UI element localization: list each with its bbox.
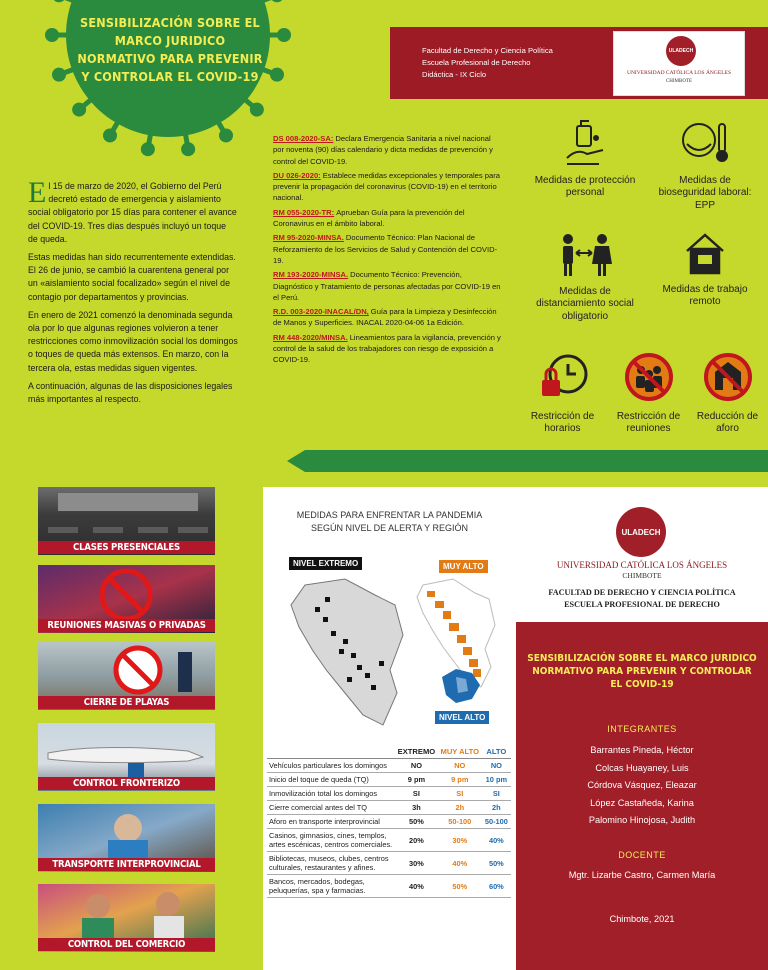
measure-remote-work — [650, 231, 760, 309]
value-extremo: 9 pm — [395, 773, 438, 787]
intro-paragraph-4: A continuación, algunas de las disposiciones legales más importantes al respecto. — [28, 380, 233, 405]
value-alto: NO — [482, 759, 511, 773]
photo-gatherings — [38, 565, 215, 633]
value-muy-alto: 40% — [438, 852, 482, 875]
value-muy-alto: 2h — [438, 801, 482, 815]
measure-personal-protection — [530, 118, 640, 200]
no-store-icon — [703, 352, 753, 402]
faculty-block — [516, 587, 768, 611]
intro-text — [28, 176, 238, 411]
virus-spike-head — [270, 0, 284, 2]
peru-map-alto — [438, 667, 483, 705]
law-item — [273, 269, 503, 303]
header-blank — [267, 745, 395, 759]
measure-label: Reducción de aforo — [696, 410, 759, 434]
virus-spike-head — [45, 28, 59, 42]
value-alto: 2h — [482, 801, 511, 815]
law-code: RM 055-2020-TR: — [273, 207, 335, 217]
panel-title — [263, 509, 516, 535]
virus-spike-head — [277, 28, 291, 42]
cover-title: SENSIBILIZACIÓN SOBRE EL MARCO JURIDICO NORMATIVO PARA PREVENIR Y CONTROLAR EL COVID-19 — [527, 653, 757, 690]
value-extremo: 30% — [395, 852, 438, 875]
measure-label: Medidas de protección personal — [534, 174, 636, 198]
table-row — [267, 773, 511, 787]
restriction-meetings — [611, 352, 686, 436]
docente-label: DOCENTE — [618, 850, 666, 860]
measure-cell: Vehículos particulares los domingos — [267, 759, 395, 773]
clock-lock-icon — [538, 352, 588, 402]
law-text: Documento Técnico: Prevención, Diagnóstico y Tratamiento de personas afectadas por COVID-19 en el Perú. — [273, 270, 501, 302]
panel-title-line2: SEGÚN NIVEL DE ALERTA Y REGIÓN — [310, 523, 469, 533]
table-row — [267, 815, 511, 829]
table-row — [267, 829, 511, 852]
value-alto: 50% — [482, 852, 511, 875]
measure-label: Medidas de trabajo remoto — [662, 283, 748, 307]
law-code: DS 008-2020-SA: — [273, 134, 334, 143]
hand-sanitizer-icon — [563, 118, 607, 166]
measure-cell: Inmovilización total los domingos — [267, 787, 395, 801]
law-code: RM 95-2020-MINSA. — [273, 233, 344, 243]
faculty-line: Facultad de Derecho y Ciencia Política — [422, 46, 553, 55]
place-date: Chimbote, 2021 — [609, 914, 675, 924]
photo-label: CIERRE DE PLAYAS — [38, 696, 215, 709]
table-header-row — [267, 745, 511, 759]
measure-label: Medidas de distanciamiento social obligatorio — [536, 285, 634, 322]
photo-classroom — [38, 487, 215, 555]
member-list — [516, 742, 768, 830]
member-name: Colcas Huayaney, Luis — [595, 762, 689, 773]
value-extremo: 3h — [395, 801, 438, 815]
value-muy-alto: 30% — [438, 829, 482, 852]
virus-spike-head — [72, 103, 86, 117]
cover-logo-block — [516, 487, 768, 622]
virus-spike-head — [270, 68, 284, 82]
alert-level-panel — [263, 487, 516, 970]
member-name: Córdova Vásquez, Eleazar — [587, 780, 697, 790]
university-city: CHIMBOTE — [665, 79, 693, 84]
integrantes-label: INTEGRANTES — [607, 724, 677, 734]
value-extremo: SI — [395, 787, 438, 801]
law-item — [273, 133, 503, 167]
no-gatherings-icon — [624, 352, 674, 402]
measure-cell: Bancos, mercados, bodegas, peluquerías, spa y farmacias. — [267, 875, 395, 898]
law-text: Aprueban Guía para la prevención del Coronavirus en el ámbito laboral. — [273, 207, 465, 229]
table-row — [267, 852, 511, 875]
value-alto: 40% — [482, 829, 511, 852]
photo-label: CLASES PRESENCIALES — [38, 541, 215, 554]
value-alto: SI — [482, 787, 511, 801]
intro-paragraph-3: En enero de 2021 comenzó la denominada segunda ola por lo que algunas regiones volvieron a tener restricciones como inmovilización social los domingos o toques de queda más extensos. En marzo, con la tercera ola, estas medidas siguen vigentes. — [28, 309, 238, 373]
law-item — [273, 232, 503, 266]
virus-spike-head — [52, 68, 66, 82]
value-muy-alto: 50% — [438, 875, 482, 898]
school-line: Escuela Profesional de Derecho — [422, 58, 531, 67]
university-city: CHIMBOTE — [622, 571, 662, 580]
uladech-seal: ULADECH — [616, 507, 666, 557]
law-code: RM 193-2020-MINSA. — [273, 270, 349, 280]
table-row — [267, 759, 511, 773]
measure-cell: Cierre comercial antes del TQ — [267, 801, 395, 815]
university-name: UNIVERSIDAD CATÓLICA LOS ÁNGELES — [626, 70, 732, 76]
table-row — [267, 787, 511, 801]
home-office-icon — [684, 231, 726, 275]
photo-label: CONTROL FRONTERIZO — [38, 777, 215, 790]
intro-paragraph-2: Estas medidas han sido recurrentemente extendidas. El 26 de junio, se cambió la cuarentena general por un «aislamiento social focalizado» según el nivel de contagio por departamentos y provincias. — [28, 252, 236, 302]
law-code: R.D. 003-2020-INACAL/DN, — [273, 307, 369, 317]
member-name: Barrantes Pineda, Héctor — [590, 745, 694, 755]
value-muy-alto: SI — [438, 787, 482, 801]
header-muy-alto: MUY ALTO — [438, 745, 482, 759]
photo-border — [38, 723, 215, 791]
photo-commerce — [38, 884, 215, 952]
member-name: Palomino Hinojosa, Judith — [588, 815, 696, 825]
uladech-seal: ULADECH — [666, 36, 696, 66]
virus-spike-head — [181, 142, 195, 156]
law-code: DU 026-2020: — [273, 170, 321, 180]
virus-spike-head — [219, 128, 233, 142]
brochure-title: SENSIBILIZACIÓN SOBRE EL MARCO JURIDICO NORMATIVO PARA PREVENIR Y CONTROLAR EL COVID-19 — [77, 15, 263, 84]
social-distance-icon — [558, 231, 612, 277]
measure-cell: Bibliotecas, museos, clubes, centros culturales, restaurantes y afines. — [267, 852, 395, 875]
map-label-muy-alto: MUY ALTO — [439, 560, 488, 573]
virus-spike-head — [103, 128, 117, 142]
photo-beaches — [38, 642, 215, 710]
virus-spike-head — [141, 142, 155, 156]
member-name: López Castañeda, Karina — [590, 797, 694, 808]
photo-label: CONTROL DEL COMERCIO — [38, 938, 215, 951]
law-text: Declara Emergencia Sanitaria a nivel nacional por noventa (90) días calendario y dicta medidas de prevención y control del COVID-19. — [273, 134, 493, 166]
value-muy-alto: 50-100 — [438, 815, 482, 829]
virus-spike-head — [250, 103, 264, 117]
alert-measures-table — [267, 745, 511, 898]
restriction-capacity — [690, 352, 765, 436]
law-item — [273, 332, 503, 366]
panel-title-line1: MEDIDAS PARA ENFRENTAR LA PANDEMIA — [296, 510, 483, 520]
measure-cell: Casinos, gimnasios, cines, templos, artes escénicas, centros comerciales. — [267, 829, 395, 852]
value-alto: 10 pm — [482, 773, 511, 787]
measure-label: Medidas de bioseguridad laboral: EPP — [658, 174, 752, 211]
university-logo — [613, 31, 745, 96]
law-code: RM 448-2020/MINSA. — [273, 332, 348, 342]
law-text: Lineamientos para la vigilancia, prevención y control de la salud de los trabajadores con riesgo de exposición a COVID-19. — [273, 332, 501, 365]
law-list — [273, 133, 503, 369]
peru-map-extremo — [285, 575, 415, 735]
value-muy-alto: 9 pm — [438, 773, 482, 787]
intro-p1-text: l 15 de marzo de 2020, el Gobierno del Perú decretó estado de emergencia y aislamiento social obligatorio por 15 días para contener el avance del COVID-19. Tres días después incluyó un toque de queda. — [28, 181, 237, 244]
law-text: Guía para la Limpieza y Desinfección de Manos y Superficies. INACAL 2020-04-06 1a Edición. — [273, 307, 497, 328]
law-text: Establece medidas excepcionales y temporales para prevenir la propagación del coronavirus (COVID-19) en el territorio nacional. — [273, 170, 500, 203]
university-name: UNIVERSIDAD CATÓLICA LOS ÁNGELES — [556, 560, 728, 570]
measure-label: Restricción de horarios — [530, 410, 595, 434]
header-banner — [390, 27, 768, 99]
value-extremo: 50% — [395, 815, 438, 829]
map-label-extremo: NIVEL EXTREMO — [289, 557, 362, 570]
value-muy-alto: NO — [438, 759, 482, 773]
faculty-name: FACULTAD DE DERECHO Y CIENCIA POLÍTICA — [548, 588, 736, 597]
drop-cap: E — [28, 176, 47, 209]
intro-paragraph-1 — [28, 176, 238, 246]
course-line: Didáctica - IX Ciclo — [422, 70, 487, 79]
table-row — [267, 801, 511, 815]
law-text: Documento Técnico: Plan Nacional de Reforzamiento de los Servicios de Salud y Contención del COVID-19. — [273, 233, 498, 265]
restriction-hours — [525, 352, 600, 436]
law-item — [273, 170, 503, 204]
measure-label: Restricción de reuniones — [616, 410, 681, 434]
header-alto: ALTO — [482, 745, 511, 759]
photo-label: TRANSPORTE INTERPROVINCIAL — [38, 858, 215, 871]
cover-credits — [516, 622, 768, 970]
photo-label: REUNIONES MASIVAS O PRIVADAS — [38, 619, 215, 632]
measure-biosafety — [650, 118, 760, 212]
docente-name: Mgtr. Lizarbe Castro, Carmen María — [568, 870, 716, 880]
virus-spike-head — [52, 0, 66, 2]
school-name: ESCUELA PROFESIONAL DE DERECHO — [564, 600, 720, 609]
value-extremo: 40% — [395, 875, 438, 898]
table-row — [267, 875, 511, 898]
measure-social-distancing — [530, 231, 640, 323]
measure-cell: Inicio del toque de queda (TQ) — [267, 773, 395, 787]
law-item — [273, 207, 503, 230]
header-extremo: EXTREMO — [395, 745, 438, 759]
photo-transport — [38, 804, 215, 872]
mask-thermometer-icon — [679, 118, 731, 166]
map-label-alto: NIVEL ALTO — [435, 711, 489, 724]
value-alto: 60% — [482, 875, 511, 898]
green-arrow-divider — [287, 450, 768, 472]
value-extremo: NO — [395, 759, 438, 773]
value-alto: 50-100 — [482, 815, 511, 829]
value-extremo: 20% — [395, 829, 438, 852]
law-item — [273, 306, 503, 329]
measure-cell: Aforo en transporte interprovincial — [267, 815, 395, 829]
